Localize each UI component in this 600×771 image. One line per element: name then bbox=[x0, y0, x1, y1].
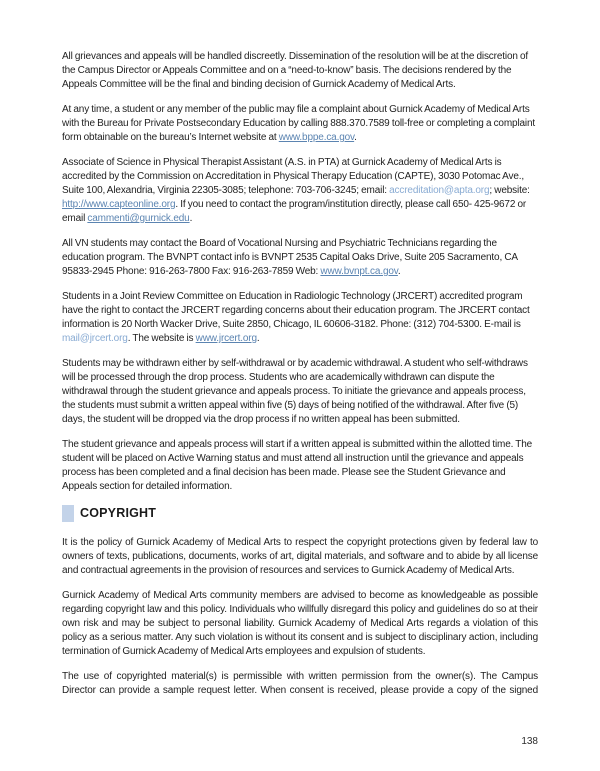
email-link[interactable]: mail@jrcert.org bbox=[62, 333, 128, 344]
text-run: . bbox=[354, 132, 357, 143]
paragraph bbox=[62, 589, 538, 659]
text-run: Students in a Joint Review Committee on Education in Radiologic Technology (JRCERT) accredited program have the right to contact the JRCERT regarding concerns about their education program. The JRCERT contact information is 20 North Wacker Drive, Suite 2850, Chicago, IL 60606-3182. Phone: (312) 704-5300. E-mail is bbox=[62, 291, 530, 330]
hyperlink[interactable]: http://www.capteonline.org bbox=[62, 199, 176, 210]
hyperlink[interactable]: www.bvnpt.ca.gov bbox=[320, 266, 398, 277]
paragraph bbox=[62, 290, 538, 346]
text-run: . If you need to contact the program/institution directly, please call 650- 425-9672 or email bbox=[62, 199, 527, 224]
page-number: 138 bbox=[521, 736, 538, 747]
heading-label: COPYRIGHT bbox=[80, 506, 157, 520]
text-run: . bbox=[397, 266, 401, 277]
paragraph bbox=[62, 50, 538, 92]
text-run: Gurnick Academy of Medical Arts community members are advised to become as knowledgeable as possible regarding copyright law and this policy. Individuals who willfully disregard this policy and guidelines do so at their own risk and may be subject to personal liability. Gurnick Academy of Medical Arts regards a violation of this policy as a serious matter. Any such violation is without its consent and is subject to disciplinary action, including termination of Gurnick Academy of Medical Arts employees and expulsion of students. bbox=[62, 590, 538, 657]
paragraph bbox=[62, 670, 538, 698]
text-run: Associate of Science in Physical Therapist Assistant (A.S. in PTA) at Gurnick Academy of Medical Arts is accredited by the Commission on Accreditation in Physical Therapy Education (CAPTE), 3030 Potomac Ave., Suite 100, Alexandria, Virginia 22305-3085; telephone: 703-706-3245; email: bbox=[62, 157, 525, 196]
text-run: At any time, a student or any member of the public may file a complaint about Gurnick Academy of Medical Arts with the Bureau for Private Postsecondary Education by calling 888.370.7589 toll-free or completing a complaint form obtainable on the bureau’s Internet website at bbox=[62, 104, 536, 143]
text-run: . The website is bbox=[127, 333, 196, 344]
email-link[interactable]: cammenti@gurnick.edu bbox=[87, 213, 190, 224]
text-run: . bbox=[189, 213, 193, 224]
paragraph bbox=[62, 103, 538, 145]
text-run: The use of copyrighted material(s) is permissible with written permission from the owner(s). The Campus Director can provide a sample request letter. When consent is received, please provide a copy of the signed bbox=[62, 671, 538, 696]
paragraph bbox=[62, 536, 538, 578]
hyperlink[interactable]: www.bppe.ca.gov bbox=[278, 132, 355, 143]
paragraph bbox=[62, 156, 538, 226]
text-run: ; website: bbox=[489, 185, 530, 196]
email-link[interactable]: accreditation@apta.org bbox=[389, 185, 490, 196]
text-run: All grievances and appeals will be handled discreetly. Dissemination of the resolution will be at the discretion of the Campus Director or Appeals Committee and on a “need-to-know” basis. The decisions rendered by the Appeals Committee will be the final and binding decision of Gurnick Academy of Medical Arts. bbox=[62, 51, 529, 90]
bullet-square-icon bbox=[62, 505, 74, 522]
document-body bbox=[62, 50, 538, 698]
paragraph bbox=[62, 357, 538, 427]
copyright-heading bbox=[62, 505, 538, 522]
paragraph bbox=[62, 237, 538, 279]
paragraph bbox=[62, 438, 538, 494]
text-run: Students may be withdrawn either by self-withdrawal or by academic withdrawal. A student who self-withdraws will be processed through the drop process. Students who are academically withdrawn can dispute the withdrawal through the student grievance and appeals process. To initiate the grievance and appeals process, the students must submit a written appeal within five (5) days of being notified of the withdrawal. After five (5) days, the student will be dropped via the drop process if no written appeal has been submitted. bbox=[62, 358, 528, 425]
hyperlink[interactable]: www.jrcert.org bbox=[195, 333, 257, 344]
text-run: All VN students may contact the Board of Vocational Nursing and Psychiatric Technicians regarding the education program. The BVNPT contact info is BVNPT 2535 Capital Oaks Drive, Suite 205 Sacramento, CA 95833-2945 Phone: 916-263-7800 Fax: 916-263-7859 Web: bbox=[62, 238, 518, 277]
text-run: . bbox=[256, 333, 260, 344]
text-run: It is the policy of Gurnick Academy of Medical Arts to respect the copyright protections given by federal law to owners of texts, publications, documents, works of art, digital materials, and software and to abide by all license and contractual agreements in the provision of resources and services to Gurnick Academy of Medical Arts. bbox=[62, 537, 538, 576]
text-run: The student grievance and appeals process will start if a written appeal is submitted within the allotted time. The student will be placed on Active Warning status and must attend all instruction until the grievance and appeals process has been completed and a final decision has been made. Please see the Student Grievance and Appeals section for detailed information. bbox=[62, 439, 533, 492]
